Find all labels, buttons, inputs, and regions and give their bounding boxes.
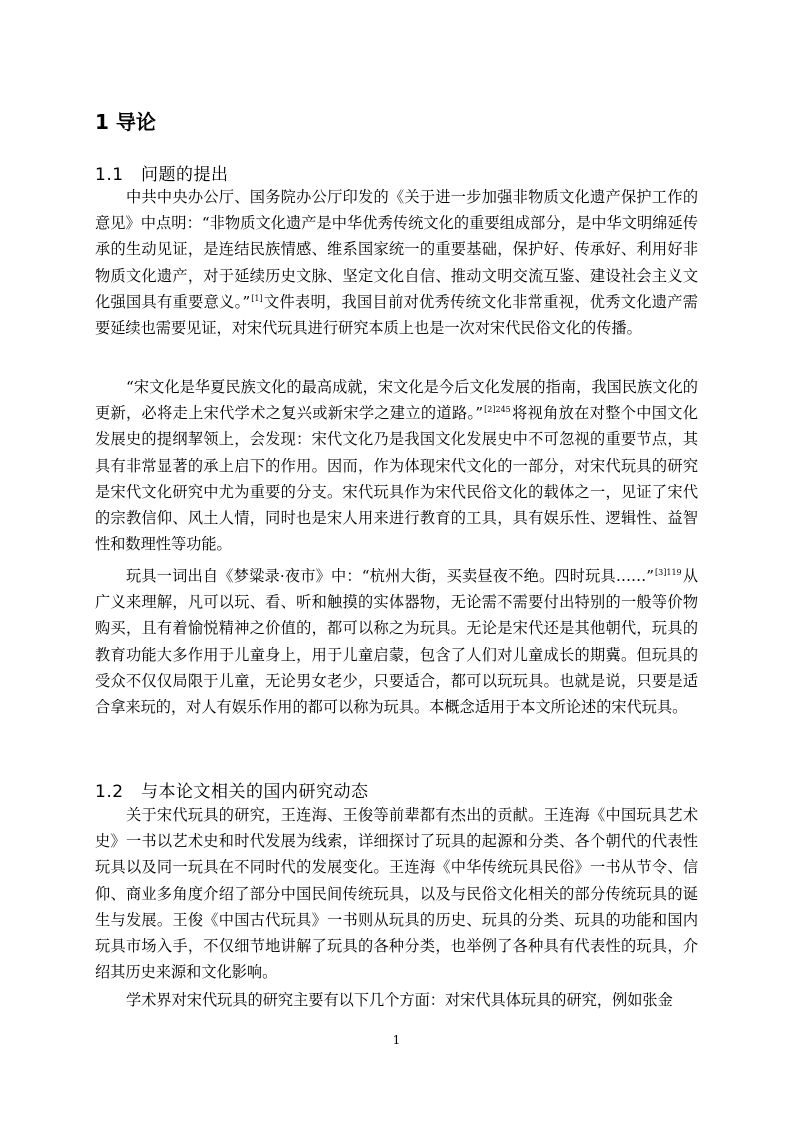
- paragraph-text: 文件表明，我国目前对优秀传统文化非常重视，优秀文化遗产需要延续也需要见证，对宋代玩具进行研究本质上也是一次对宋代民俗文化的传播。: [95, 292, 698, 338]
- paragraph: [95, 374, 698, 557]
- citation-marker[interactable]: [2]245: [484, 405, 511, 415]
- section-title-text: 与本论文相关的国内研究动态: [141, 782, 369, 802]
- section-number: 1.1: [95, 165, 124, 185]
- paragraph-text: 将视角放在对整个中国文化发展史的提纲挈领上，会发现：宋代文化乃是我国文化发展史中不可忽视的重要节点，其具有非常显著的承上启下的作用。因而，作为体现宋代文化的一部分，对宋代玩具的研究是宋代文化研究中尤为重要的分支。宋代玩具作为宋代民俗文化的载体之一，见证了宋代的宗教信仰、风土人情，同时也是宋人用来进行教育的工具，具有娱乐性、逻辑性、益智性和数理性等功能。: [95, 404, 698, 554]
- paragraph-text: “宋文化是华夏民族文化的最高成就，宋文化是今后文化发展的指南，我国民族文化的更新，必将走上宋代学术之复兴或新宋学之建立的道路。”: [95, 378, 698, 423]
- paragraph: 关于宋代玩具的研究，王连海、王俊等前辈都有杰出的贡献。王连海《中国玩具艺术史》一书以艺术史和时代发展为线索，详细探讨了玩具的起源和分类、各个朝代的代表性玩具以及同一玩具在不同时代的发展变化。王连海《中华传统玩具民俗》一书从节令、信仰、商业多角度介绍了部分中国民间传统玩具，以及与民俗文化相关的部分传统玩具的诞生与发展。王俊《中国古代玩具》一书则从玩具的历史、玩具的分类、玩具的功能和国内玩具市场入手，不仅细节地讲解了玩具的各种分类，也举例了各种具有代表性的玩具，介绍其历史来源和文化影响。: [95, 806, 698, 982]
- paragraph-text: 从广义来理解，凡可以玩、看、听和触摸的实体器物，无论需不需要付出特别的一般等价物购买，且有着愉悦精神之价值的，都可以称之为玩具。无论是宋代还是其他朝代，玩具的教育功能大多作用于儿童身上，用于儿童启蒙，包含了人们对儿童成长的期冀。但玩具的受众不仅仅局限于儿童，无论男女老少，只要适合，都可以玩玩具。也就是说，只要是适合拿来玩的，对人有娱乐作用的都可以称为玩具。本概念适用于本文所论述的宋代玩具。: [95, 567, 699, 717]
- paragraph-text: 玩具一词出自《梦粱录·夜市》中：“杭州大街，买卖昼夜不绝。四时玩具……”: [126, 567, 655, 585]
- paragraph-text: 中共中央办公厅、国务院办公厅印发的《关于进一步加强非物质文化遗产保护工作的意见》中点明：“非物质文化遗产是中华优秀传统文化的重要组成部分，是中华文明绵延传承的生动见证，是连结民族情感、维系国家统一的重要基础，保护好、传承好、利用好非物质文化遗产，对于延续历史文脉、坚定文化自信、推动文明交流互鉴、建设社会主义文化强国具有重要意义。”: [95, 188, 698, 311]
- section-heading-1-1: [95, 160, 229, 185]
- citation-marker[interactable]: [3]119: [655, 567, 682, 577]
- section-title-text: 问题的提出: [141, 165, 229, 185]
- paragraph: [95, 563, 698, 720]
- section-heading-1-2: [95, 777, 369, 802]
- paragraph: 学术界对宋代玩具的研究主要有以下几个方面：对宋代具体玩具的研究，例如张金: [126, 991, 673, 1009]
- citation-marker[interactable]: [1]: [251, 293, 263, 303]
- paragraph: [95, 184, 698, 341]
- chapter-title: 1 导论: [95, 110, 156, 134]
- section-number: 1.2: [95, 782, 124, 802]
- page-number: 1: [392, 1033, 401, 1047]
